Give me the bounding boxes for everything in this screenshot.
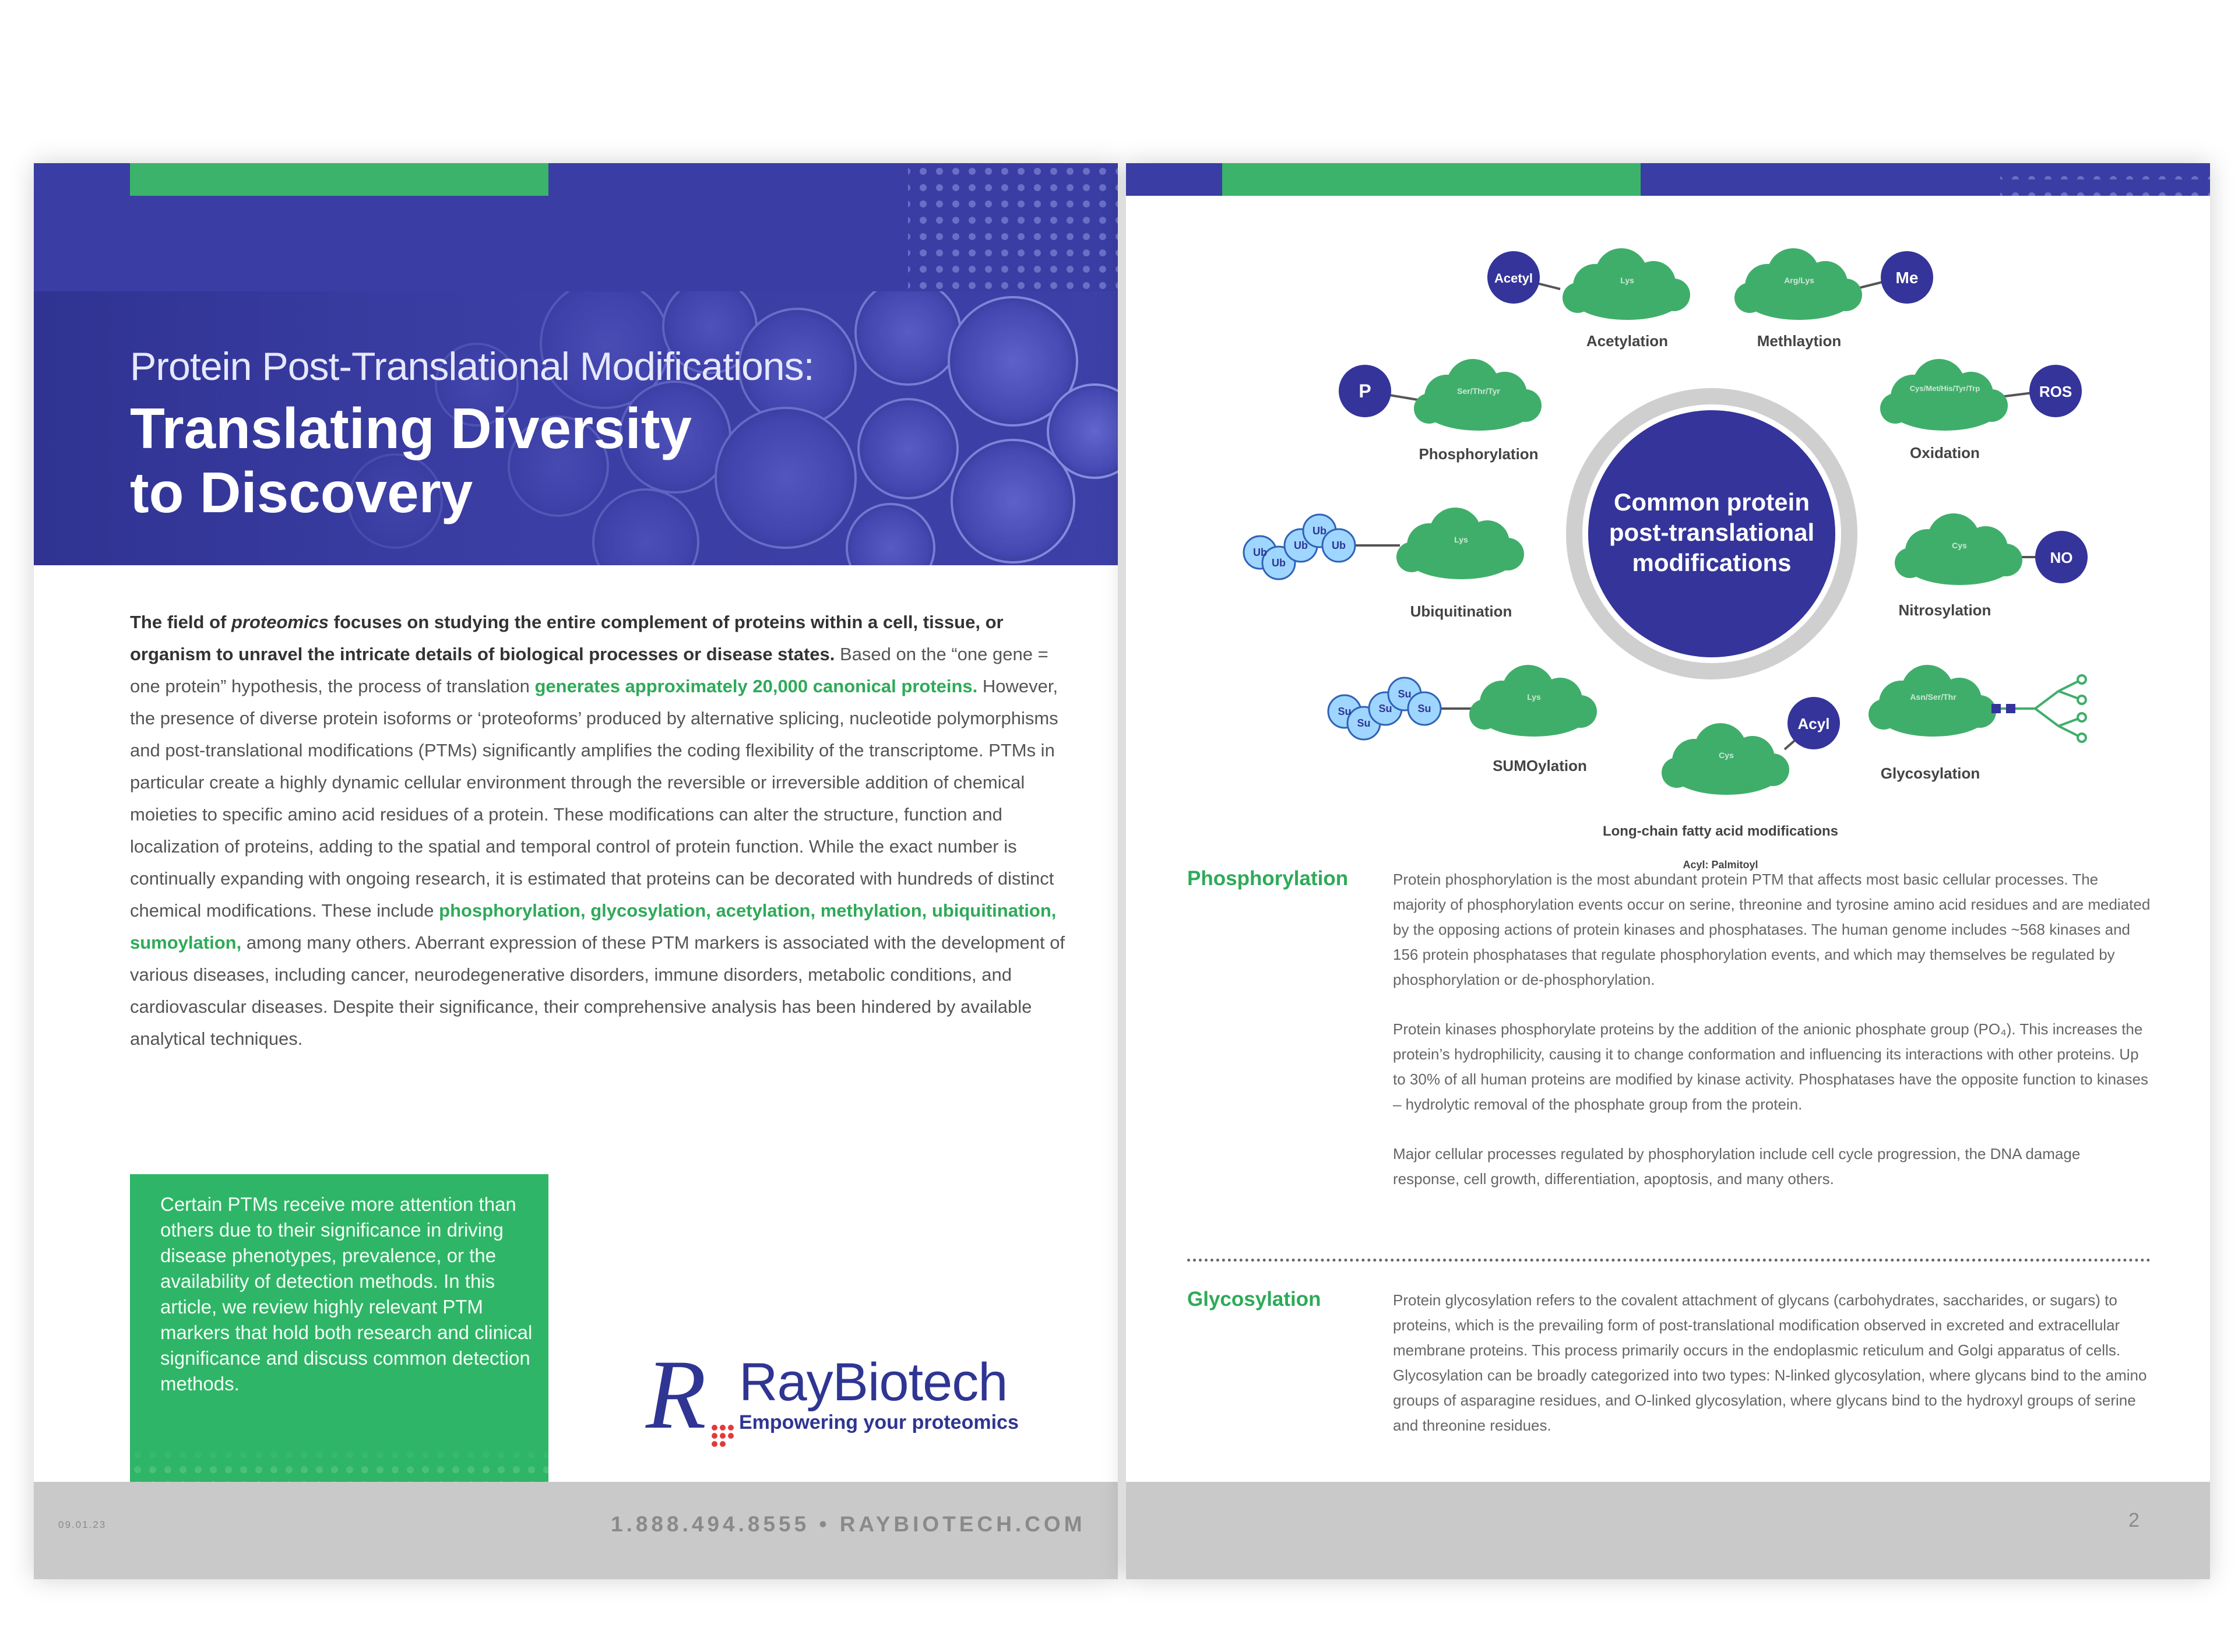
nitro-residue: Cys [1952,541,1967,550]
intro-highlight-ptm-list: phosphorylation, glycosylation, acetylation, methylation, ubiquitination, sumoylation, [130,900,1057,953]
ub-label-1: Ub [1253,547,1267,558]
hero-title [130,396,888,524]
p-badge-label: P [1359,381,1371,401]
no-badge-label: NO [2050,549,2073,566]
ubiquitination-label: Ubiquitination [1410,603,1512,620]
brochure-page-right [1126,163,2210,1579]
ptm-acetylation [1487,248,1690,350]
fatty-acid-label: Long-chain fatty acid modifications [1602,823,1839,839]
glyco-residue: Asn/Ser/Thr [1910,692,1957,702]
intro-paragraph [130,606,1074,1055]
glyco-paragraph-1: Protein glycosylation refers to the covalent attachment of glycans (carbohydrates, saccharides, or sugars) to proteins, which is the prevailing form of post-translational modification observed in excreted and extracellular membrane proteins. This process primarily occurs in the endoplasmic reticulum and Golgi apparatus of cells. Glycosylation can be broadly categorized into two types: N-linked glycosylation, where glycans bind to the amino groups of asparagine residues, and O-linked glycosylation, where glycans bind to the hydroxyl groups of serine and threonine residues. [1393,1291,2147,1434]
phos-paragraph-3: Major cellular processes regulated by phosphorylation include cell cycle progression, the DNA damage response, cell growth, differentiation, apoptosis, and many others. [1393,1145,2081,1188]
me-badge-label: Me [1895,269,1919,287]
footer-bar-right [1126,1482,2210,1579]
oxidation-label: Oxidation [1910,444,1980,462]
ptm-sumoylation [1328,665,1597,774]
ub-residue: Lys [1454,535,1468,544]
ptm-glycosylation [1868,665,2086,782]
phos-residue: Ser/Thr/Tyr [1457,386,1500,396]
logo-wordmark: RayBiotech [739,1352,1008,1412]
ptm-methylation [1734,248,1933,350]
section-divider [1187,1259,2151,1262]
acetylation-label: Acetylation [1586,332,1669,350]
intro-text-2: However, the presence of diverse protein isoforms or ‘proteoforms’ produced by alternative splicing, nucleotide polymorphisms and post-translational modifications (PTMs) significantly amplifies the coding flexibility of the transcriptome. PTMs in particular create a highly dynamic cellular environment through the reversible or irreversible addition of chemical moieties to specific amino acid residues of a protein. These modifications can alter the structure, function and localization of proteins, adding to the spatial and temporal control of protein function. While the exact number is continually expanding with ongoing research, it is estimated that proteins can be decorated with hundreds of distinct chemical modifications. These include [130,676,1058,921]
footer-date: 09.01.23 [58,1519,107,1530]
ptm-oxidation [1880,359,2082,462]
acetyl-badge-label: Acetyl [1494,271,1533,286]
center-label-3: modifications [1632,549,1792,576]
right-accent-bar [1222,163,1641,196]
su-label-2: Su [1357,717,1371,729]
callout-text: Certain PTMs receive more attention than others due to their significance in driving disease phenotypes, prevalence, or the availability of detection methods. In this article, we review highly relevant PTM markers that hold both research and clinical significance and discuss common detection methods. [160,1193,533,1394]
hero-accent-bar [130,163,548,196]
page-number: 2 [2128,1509,2140,1531]
ptm-fatty-acid [1603,697,1840,871]
methyl-residue: Arg/Lys [1784,276,1814,285]
phosphorylation-heading: Phosphorylation [1187,867,1349,890]
intro-lead-b: focuses on studying the entire complement of proteins within a cell, tissue, or organism to unravel the intricate details of biological processes or disease states. [130,612,1004,664]
intro-text-3: among many others. Aberrant expression of these PTM markers is associated with the development of various diseases, including cancer, neurodegenerative disorders, immune disorders, metabolic conditions, and cardiovascular diseases. Despite their significance, their comprehensive analysis has been hindered by available analytical techniques. [130,932,1065,1049]
methylation-label: Methlaytion [1757,332,1842,350]
ub-label-5: Ub [1332,540,1346,551]
ros-badge-label: ROS [2039,383,2072,400]
hero-title-line1: Translating Diversity [130,396,692,460]
su-label-5: Su [1417,703,1431,714]
acyl-badge-label: Acyl [1797,715,1830,732]
glycan-tree-icon [1986,675,2086,742]
phos-paragraph-1: Protein phosphorylation is the most abundant protein PTM that affects most basic cellular processes. The majority of phosphorylation events occur on serine, threonine and tyrosine amino acid residues and are mediated by the opposing actions of protein kinases and phosphatases. The human genome includes ~568 kinases and 156 protein phosphatases that regulate phosphorylation events, and which may themselves be regulated by phosphorylation or de-phosphorylation. [1393,871,2151,988]
phosphorylation-body [1393,867,2151,1216]
brochure-page-left [34,163,1118,1579]
raybiotech-logo [640,1340,1048,1451]
sumoylation-label: SUMOylation [1493,757,1587,774]
oxid-residue: Cys/Met/His/Tyr/Trp [1909,384,1980,393]
center-label-1: Common protein [1614,488,1810,516]
su-residue: Lys [1527,692,1541,702]
ub-label-4: Ub [1312,525,1326,537]
hero-banner [34,163,1118,565]
fatty-residue: Cys [1719,751,1734,760]
su-label-4: Su [1398,688,1412,700]
center-label-2: post-translational [1609,519,1815,546]
hero-title-line2: to Discovery [130,460,473,524]
glycosylation-label: Glycosylation [1880,765,1980,782]
svg-text:R: R [646,1340,706,1449]
su-label-1: Su [1338,706,1352,717]
ptm-ubiquitination [1244,508,1524,620]
logo-tagline: Empowering your proteomics [739,1411,1019,1433]
phosphorylation-label: Phosphorylation [1419,445,1539,463]
intro-lead-a: The field of [130,612,231,632]
intro-lead-term: proteomics [231,612,329,632]
phos-paragraph-2: Protein kinases phosphorylate proteins by the addition of the anionic phosphate group (PO₄). This increases the protein’s hydrophilicity, causing it to change conformation and influencing its interactions with other proteins. Up to 30% of all human proteins are modified by kinase activity. Phosphatases have the opposite function to kinases – hydrolytic removal of the phosphate group from the protein. [1393,1020,2148,1113]
ub-label-2: Ub [1272,557,1286,569]
ptm-phosphorylation [1339,359,1542,463]
acetyl-residue: Lys [1620,276,1634,285]
intro-text-1: Based on the “one gene = one protein” hypothesis, the process of translation [130,644,1048,696]
glycosylation-heading: Glycosylation [1187,1288,1321,1311]
hero-subtitle: Protein Post-Translational Modifications: [130,344,814,389]
glycosylation-body [1393,1288,2151,1463]
ptm-nitrosylation [1895,513,2088,619]
ub-label-3: Ub [1294,540,1308,551]
fatty-acid-sublabel: Acyl: Palmitoyl [1683,859,1758,871]
su-label-3: Su [1378,703,1392,714]
intro-highlight-canonical: generates approximately 20,000 canonical proteins. [534,676,978,696]
raybiotech-r-mark-icon [640,1340,739,1451]
nitrosylation-label: Nitrosylation [1898,601,1991,619]
footer-contact: 1.888.494.8555 • RAYBIOTECH.COM [611,1512,1086,1536]
